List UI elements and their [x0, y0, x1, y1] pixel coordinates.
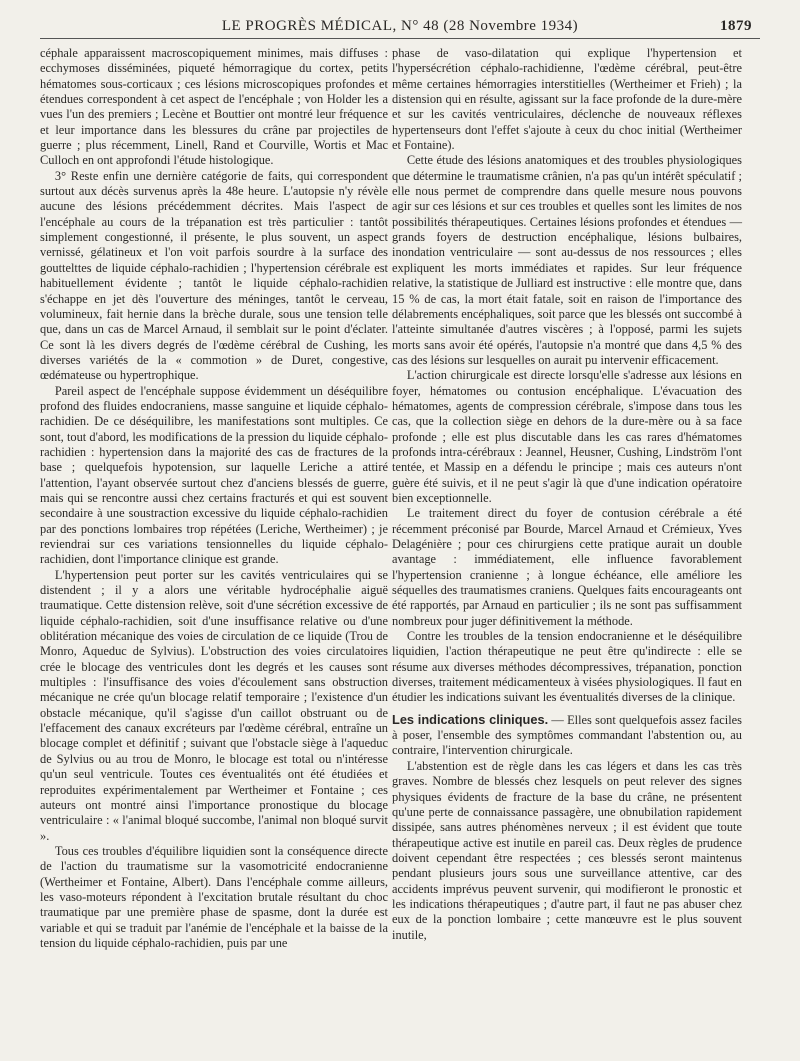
paragraph: Le traitement direct du foyer de contusion cérébrale a été récemment préconisé par Bourde, Marcel Arnaud et Crémieux, Yves Delagénière ; pour ces chirurgiens cette pratique aurait un double avantage : immédiatement, elle influence favorablement l'hypertension cranienne ; à longue échéance, elle améliore les séquelles des traumatismes craniens. Quelques faits encourageants ont été rapportés, par Arnaud en particulier ; ils ne sont pas suffisamment nombreux pour juger définitivement la méthode.: [392, 506, 742, 628]
section-heading: Les indications cliniques.: [392, 711, 549, 727]
paragraph: céphale apparaissent macroscopiquement minimes, mais diffuses : ecchymoses disséminées, piqueté hémorragique du cortex, petits hématomes sous-corticaux ; ces lésions microscopiques profondes et étendues correspondent à cet aspect de l'encéphale ; von Holder les a vues l'un des premiers ; Lecène et Bouttier ont montré leur fréquence et leur importance dans les blessures du crâne par projectiles de guerre ; plus récemment, Linell, Rand et Courville, Wortis et Mac Culloch en ont approfondi l'étude histologique.: [40, 46, 388, 168]
paragraph: Cette étude des lésions anatomiques et des troubles physiologiques que détermine le traumatisme crânien, n'a pas qu'un intérêt spéculatif ; elle nous permet de comprendre dans quelle mesure nous pouvons agir sur ces lésions et sur ces troubles et quelles sont les limites de nos possibilités thérapeutiques. Certaines lésions profondes et étendues — grands foyers de destruction encéphalique, lésions bulbaires, inondation ventriculaire — sont au-dessus de nos ressources ; elles expliquent les morts immédiates et rapides. Sur leur fréquence relative, la statistique de Julliard est instructive : elle montre que, dans 15 % de cas, la mort était fatale, soit en raison de l'importance des délabrements encéphaliques, soit parce que les blessés ont succombé à l'atteinte simultanée d'autres viscères ; à l'opposé, parmi les sujets morts sans avoir été opérés, l'autopsie n'a montré que dans 4,5 % des cas des lésions sur lesquelles on aurait pu intervenir efficacement.: [392, 153, 742, 367]
paragraph: L'abstention est de règle dans les cas légers et dans les cas très graves. Nombre de blessés chez lesquels on peut relever des signes physiques évidents de fracture de la base du crâne, ne présentent qu'une perte de connaissance passagère, une obnubilation rapidement dissipée, sans autres phénomènes nerveux ; il est évident que toute thérapeutique active est inutile en pareil cas. Deux règles de prudence doivent cependant être respectées ; ces blessés seront maintenus pendant plusieurs jours sous une surveillance attentive, car des accidents imprévus peuvent survenir, qui modifieront le pronostic et les indications thérapeutiques ; d'autre part, il faut ne pas abuser chez eux de la ponction lombaire ; cette manœuvre est le plus souvent inutile,: [392, 758, 742, 942]
running-header: [40, 18, 760, 40]
section-intro: — Elles sont quelquefois assez faciles à poser, l'ensemble des symptômes commandant l'abstention ou, au contraire, l'intervention chirurgicale.: [392, 712, 742, 758]
paragraph: Tous ces troubles d'équilibre liquidien sont la conséquence directe de l'action du traumatisme sur la vasomotricité endocranienne (Wertheimer et Fontaine, Albert). Dans l'encéphale comme ailleurs, les vaso-moteurs répondent à l'excitation brutale résultant du choc traumatique par une première phase de spasme, dont la durée est variable et qui se traduit par l'anémie de l'encéphale et la baisse de la tension du liquide céphalo-rachidien, puis par une: [40, 843, 388, 950]
paragraph: L'hypertension peut porter sur les cavités ventriculaires qui se distendent ; il y a alors une véritable hydrocéphalie aiguë traumatique. Cette distension relève, soit d'une sécrétion excessive de liquide céphalo-rachidien, soit d'une insuffisance relative ou d'une oblitération mécanique des voies de circulation de ce liquide (Trou de Monro, Aqueduc de Sylvius). L'obstruction des voies circulatoires crée le blocage des ventricules dont les degrés et les causes sont multiples : l'insuffisance des voies d'écoulement sans obstruction mécanique ne crée qu'un blocage relatif temporaire ; l'existence d'un obstacle mécanique, qu'il s'agisse d'un caillot obstruant ou de l'effacement des canaux excréteurs par l'œdème cérébral, entraîne un blocage complet et définitif ; suivant que l'obstacle siège à l'aqueduc de Sylvius ou au trou de Monro, le blocage est total ou n'intéresse qu'un seul ventricule. Toutes ces éventualités ont été étudiées et reproduites expérimentalement par Wertheimer et Fontaine ; ces auteurs ont montré ainsi l'importance pronostique du blocage ventriculaire : « l'animal bloqué succombe, l'animal non bloqué survit ».: [40, 567, 388, 843]
section-paragraph: [392, 712, 742, 759]
header-rule: [40, 38, 760, 39]
right-column: [392, 46, 742, 943]
page-number: 1879: [720, 18, 752, 34]
paragraph: Contre les troubles de la tension endocranienne et le déséquilibre liquidien, l'action thérapeutique ne peut être qu'indirecte : elle se résume aux diverses méthodes décompressives, trépanation, ponction diverses, traitement médicamenteux à visées physiologiques. Il faut en étudier les indications suivant les éventualités diverses de la clinique.: [392, 629, 742, 705]
journal-title: LE PROGRÈS MÉDICAL, N° 48 (28 Novembre 1934): [221, 18, 579, 34]
paragraph: 3° Reste enfin une dernière catégorie de faits, qui correspondent surtout aux décès survenus après la 48e heure. L'autopsie n'y révèle aucune des lésions précédemment décrites. Mais l'aspect de l'encéphale au cours de la trépanation est très particulier : tantôt simplement congestionné, il présente, le plus souvent, un aspect vernissé, gélatineux et l'on voit parfois sourdre à la surface des gouttelttes de liquide céphalo-rachidien ; l'hypertension cérébrale est habituellement évidente ; tantôt le liquide céphalo-rachidien s'échappe en jet dès l'ouverture des méninges, tantôt le cerveau, volumineux, fait hernie dans la brèche durale, sous une tension telle que, dans un cas de Marcel Arnaud, il semblait sur le point d'éclater. Ce sont là les divers degrés de l'œdème cérébral de Cushing, les diverses variétés de la « commotion » de Duret, congestive, œdémateuse ou hypertrophique.: [40, 168, 388, 383]
left-column: [40, 46, 388, 951]
paragraph: phase de vaso-dilatation qui explique l'hypertension et l'hypersécrétion céphalo-rachidienne, l'œdème cérébral, peut-être même certaines hémorragies interstitielles (Wertheimer et Frieh) ; la distension qui en résulte, agissant sur la face profonde de la dure-mère et sur les cavités ventriculaires, déclenche de nouveaux réflexes hypertenseurs dont l'effet s'ajoute à ceux du choc initial (Wertheimer et Fontaine).: [392, 46, 742, 153]
paragraph: Pareil aspect de l'encéphale suppose évidemment un déséquilibre profond des fluides endocraniens, masse sanguine et liquide céphalo-rachidien. De ce déséquilibre, les manifestations sont multiples. Ce sont, tout d'abord, les modifications de la pression du liquide céphalo-rachidien : hypertension dans la majorité des cas de fractures de la base ; quelquefois hypotension, sur laquelle Leriche a attiré l'attention, l'ayant observée surtout chez d'anciens blessés de guerre, mais qui se rencontre aussi chez certains fracturés et qui est souvent secondaire à une soustraction excessive du liquide céphalo-rachidien par des ponctions lombaires trop répétées (Leriche, Wertheimer) ; je reviendrai sur ces variations tensionnelles du liquide céphalo-rachidien, dont l'importance clinique est grande.: [40, 383, 388, 567]
paragraph: L'action chirurgicale est directe lorsqu'elle s'adresse aux lésions en foyer, hématomes ou contusion encéphalique. L'évacuation des hématomes, agents de compression cérébrale, s'impose dans tous les cas, que la collection siège en dehors de la dure-mère ou à sa face profonde ; elle est plus discutable dans les cas rares d'hématomes profonds intra-cérébraux : Jeannel, Heusner, Cushing, Lindström l'ont tentée, et Massip en a défendu le principe ; mais ces auteurs n'ont guère été suivis, et il ne peut s'agir là que d'une indication opératoire bien exceptionnelle.: [392, 368, 742, 505]
